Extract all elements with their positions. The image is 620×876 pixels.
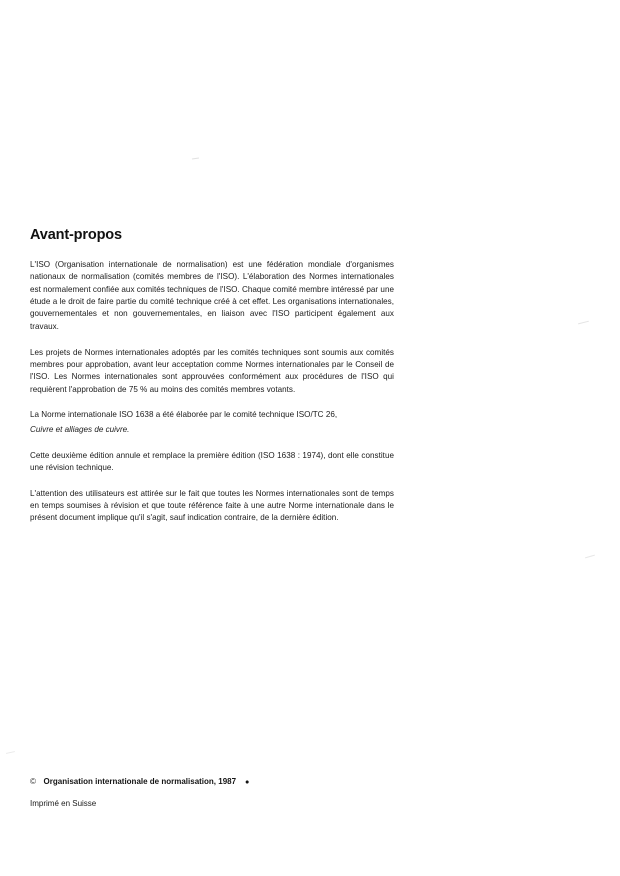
paragraph-standard-origin: La Norme internationale ISO 1638 a été élaborée par le comité technique ISO/TC 26, (30, 410, 338, 420)
paragraph-approval-process: Les projets de Normes internationales adoptés par les comités techniques sont soumis aux comités membres pour approbation, avant leur acceptation comme Normes internationales par le Conseil de l'ISO. Les Normes internationales sont approuvées conformément aux procédures de l'ISO qui requièrent l'approbation de 75 % au moins des comités membres votants. (30, 347, 394, 394)
bullet-icon: ● (245, 777, 250, 786)
page-title: Avant-propos (30, 227, 122, 243)
paragraph-revision-notice: L'attention des utilisateurs est attirée sur le fait que toutes les Normes internationales sont de temps en temps soumises à révision et que toute référence faite à une autre Norme internationale dans le présent document implique qu'il s'agit, sauf indication contraire, de la dernière édition. (30, 488, 394, 523)
document-body (30, 228, 394, 525)
scan-artifact-speck (578, 321, 589, 325)
committee-title: Cuivre et alliages de cuivre. (30, 424, 130, 434)
printed-in-text: Imprimé en Suisse (30, 799, 97, 808)
page-footer (30, 776, 450, 809)
scan-artifact-speck (192, 158, 199, 160)
copyright-text: Organisation internationale de normalisation, 1987 (43, 777, 237, 786)
paragraph-second-edition: Cette deuxième édition annule et remplace la première édition (ISO 1638 : 1974), dont elle constitue une révision technique. (30, 450, 394, 472)
scan-artifact-speck (585, 555, 595, 559)
copyright-notice (30, 776, 450, 787)
paragraph-iso-description: L'ISO (Organisation internationale de normalisation) est une fédération mondiale d'organismes nationaux de normalisation (comités membres de l'ISO). L'élaboration des Normes internationales est normalement confiée aux comités techniques de l'ISO. Chaque comité membre intéressé par une étude a le droit de faire partie du comité technique créé à cet effet. Les organisations internationales, gouvernementales et non gouvernementales, en liaison avec l'ISO participent également aux travaux. (30, 259, 394, 331)
scan-artifact-speck (6, 751, 15, 754)
copyright-icon: © (30, 777, 37, 786)
